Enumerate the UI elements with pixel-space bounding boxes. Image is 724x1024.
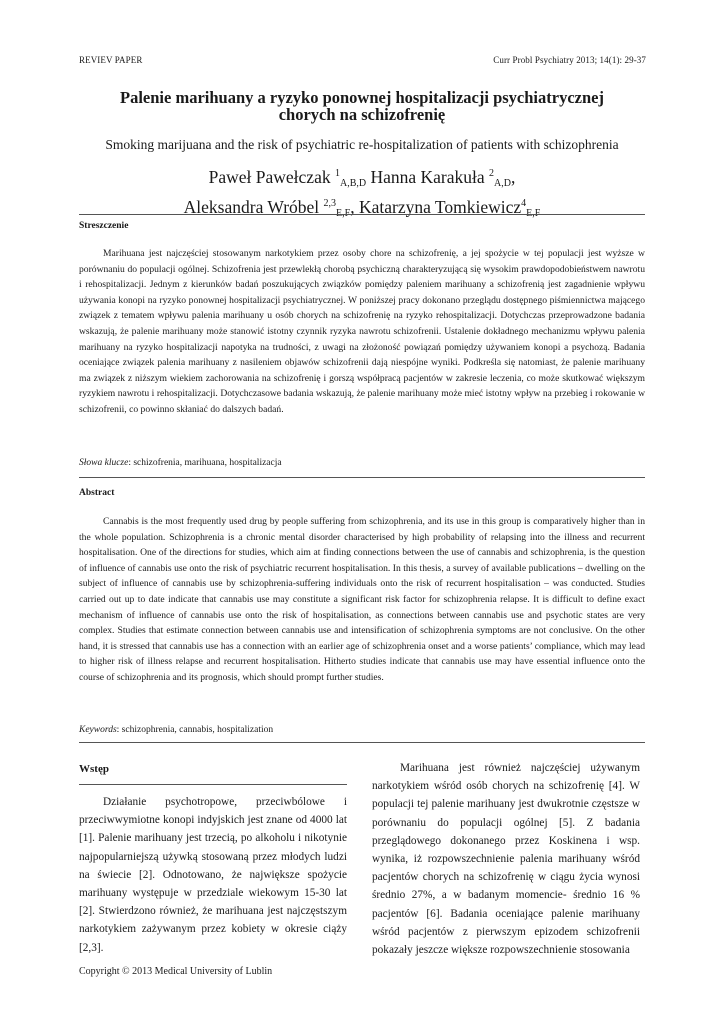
author-3: Aleksandra Wróbel $^{2,3}_{E,F}$, [183,197,359,219]
body-column-left [79,793,347,957]
paper-title-polish [79,89,645,123]
author-list [79,164,645,224]
divider [79,784,347,785]
author-4: Katarzyna Tomkiewicz$^4_{E,F}$ [358,197,541,219]
streszczenie-text: Marihuana jest najczęściej stosowanym narkotykiem przez osoby chore na schizofrenię, a jej spożycie w tej populacji jest wyższe w porównaniu do populacji ogólnej. Schizofrenia jest przewlekłą chorobą psychiczną charakteryzującą się wysokim prawdopodobieństwem nawrotu i rehospitalizacji. Jednym z kierunków badań poszukujących związków pomiędzy paleniem marihuany a schizofrenią jest zagadnienie wpływu używania konopi na ryzyko ponownej hospitalizacji psychiatrycznej. W poniższej pracy dokonano przeglądu dostępnego piśmiennictwa mającego związek z tematem wpływu palenia marihuany u osób chorych na schizofrenię na ryzyko rehospitalizacji. Dotychczas przeprowadzone badania wskazują, że palenie marihuany może stanowić istotny czynnik ryzyka nawrotu schizofrenii. Ustalenie dokładnego mechanizmu wpływu palenia marihuany na ryzyko hospitalizacji napotyka na trudności, z uwagi na złożoność powiązań pomiędzy używaniem konopi a psychozą. Badania oceniające związek palenia marihuany z nasileniem objawów schizofrenii dają niespójne wyniki. Podkreśla się natomiast, że palenie marihuany ma związek z niższym wiekiem zachorowania na schizofrenię i gorszą współpracą pacjentów w zakresie leczenia, co może skutkować większym ryzykiem nawrotu i rehospitalizacji. Dotychczasowe badania wskazują, że palenie marihuany może mieć istotny wpływ na przebieg i rokowanie w schizofrenii, co powinno skłaniać do dalszych badań. [79,248,645,415]
section-heading-wstep: Wstęp [79,763,109,775]
body-paragraph: Działanie psychotropowe, przeciwbólowe i przeciwwymiotne konopi indyjskich jest znane od 4000 lat [1]. Palenie marihuany jest trzecią, po alkoholu i nikotynie najpopularniejszą używką stosowaną przez młodych ludzi na świecie [2]. Odnotowano, że największe spożycie marihuany występuje w przedziale wiekowym 15-30 lat [2]. Stwierdzono również, że marihuana jest najczęstszym narkotykiem zażywanym przez kobiety w okresie ciąży [2,3]. [79,796,347,954]
streszczenie-heading: Streszczenie [79,221,129,231]
abstract-text: Cannabis is the most frequently used drug by people suffering from schizophrenia, and its use in this group is comparatively higher than in the whole population. Schizophrenia is a chronic mental disorder characterised by high probability of relapsing into the illness and recurrent hospitalisation. One of the directions for studies, which aim at finding connections between the use of cannabis and schizophrenia, is the question of influence of cannabis use onto the risk of psychiatric recurrent hospitalisation. In this thesis, a survey of available publications – dwelling on the subject of influence of cannabis use by schizophrenia-suffering individuals onto the risk of recurrent hospitalisation – was conducted. Studies carried out up to date indicate that cannabis use may constitute a significant risk factor for schizophrenia relapse. It is difficult to define exact mechanism of influence of cannabis use onto the risk of hospitalisation, as connections between cannabis use and psychotic states are very complex. Studies that estimate connection between cannabis use and intensification of schizophrenia symptoms are not conclusive. On the other hand, it is stressed that cannabis use has a connection with an earlier age of schizophrenia onset and a worse patients’ compliance, which may lead to higher risk of illness relapse and recurrent hospitalisation. Hitherto studies indicate that cannabis use may have essential influence onto the course of schizophrenia and its prognosis, which should prompt further studies. [79,516,645,683]
divider [79,214,645,215]
abstract-heading: Abstract [79,488,115,498]
paper-title-english: Smoking marijuana and the risk of psychiatric re-hospitalization of patients with schizophrenia [105,137,619,152]
title-line-1: Palenie marihuany a ryzyko ponownej hospitalizacji psychiatrycznej [120,88,604,107]
header-right: Curr Probl Psychiatry 2013; 14(1): 29-37 [493,55,646,65]
copyright-footer: Copyright © 2013 Medical University of Lublin [79,966,273,977]
streszczenie-keywords: Słowa klucze: schizofrenia, marihuana, hospitalizacja [79,458,282,468]
header-left: REVIEV PAPER [79,55,143,65]
body-column-right: Marihuana jest również najczęściej używanym narkotykiem wśród osób chorych na schizofrenię [4]. W populacji tej palenie marihuany jest dwukrotnie częstsze w porównaniu do populacji ogólnej [5]. Z badania przeglądowego dokonanego przez Koskinena i wsp. wynika, iż rozpowszechnienie palenia marihuany wśród pacjentów chorych na schizofrenię w ciągu życia wynosi średnio 27%, a w badanym momencie- średnio 16 % pacjentów [6]. Badania oceniające palenie marihuany wśród pacjentów z pierwszym epizodem schizofrenii pokazały jeszcze większe rozpowszechnienie stosowania [372,762,640,957]
author-2: Hanna Karakuła $^2_{A,D}$, [370,167,516,189]
author-1: Paweł Pawełczak $^1_{A,B,D}$ [208,167,367,189]
title-line-2: chorych na schizofrenię [278,105,446,124]
abstract-keywords: Keywords: schizophrenia, cannabis, hospitalization [79,725,274,735]
divider [79,477,645,478]
divider [79,742,645,743]
